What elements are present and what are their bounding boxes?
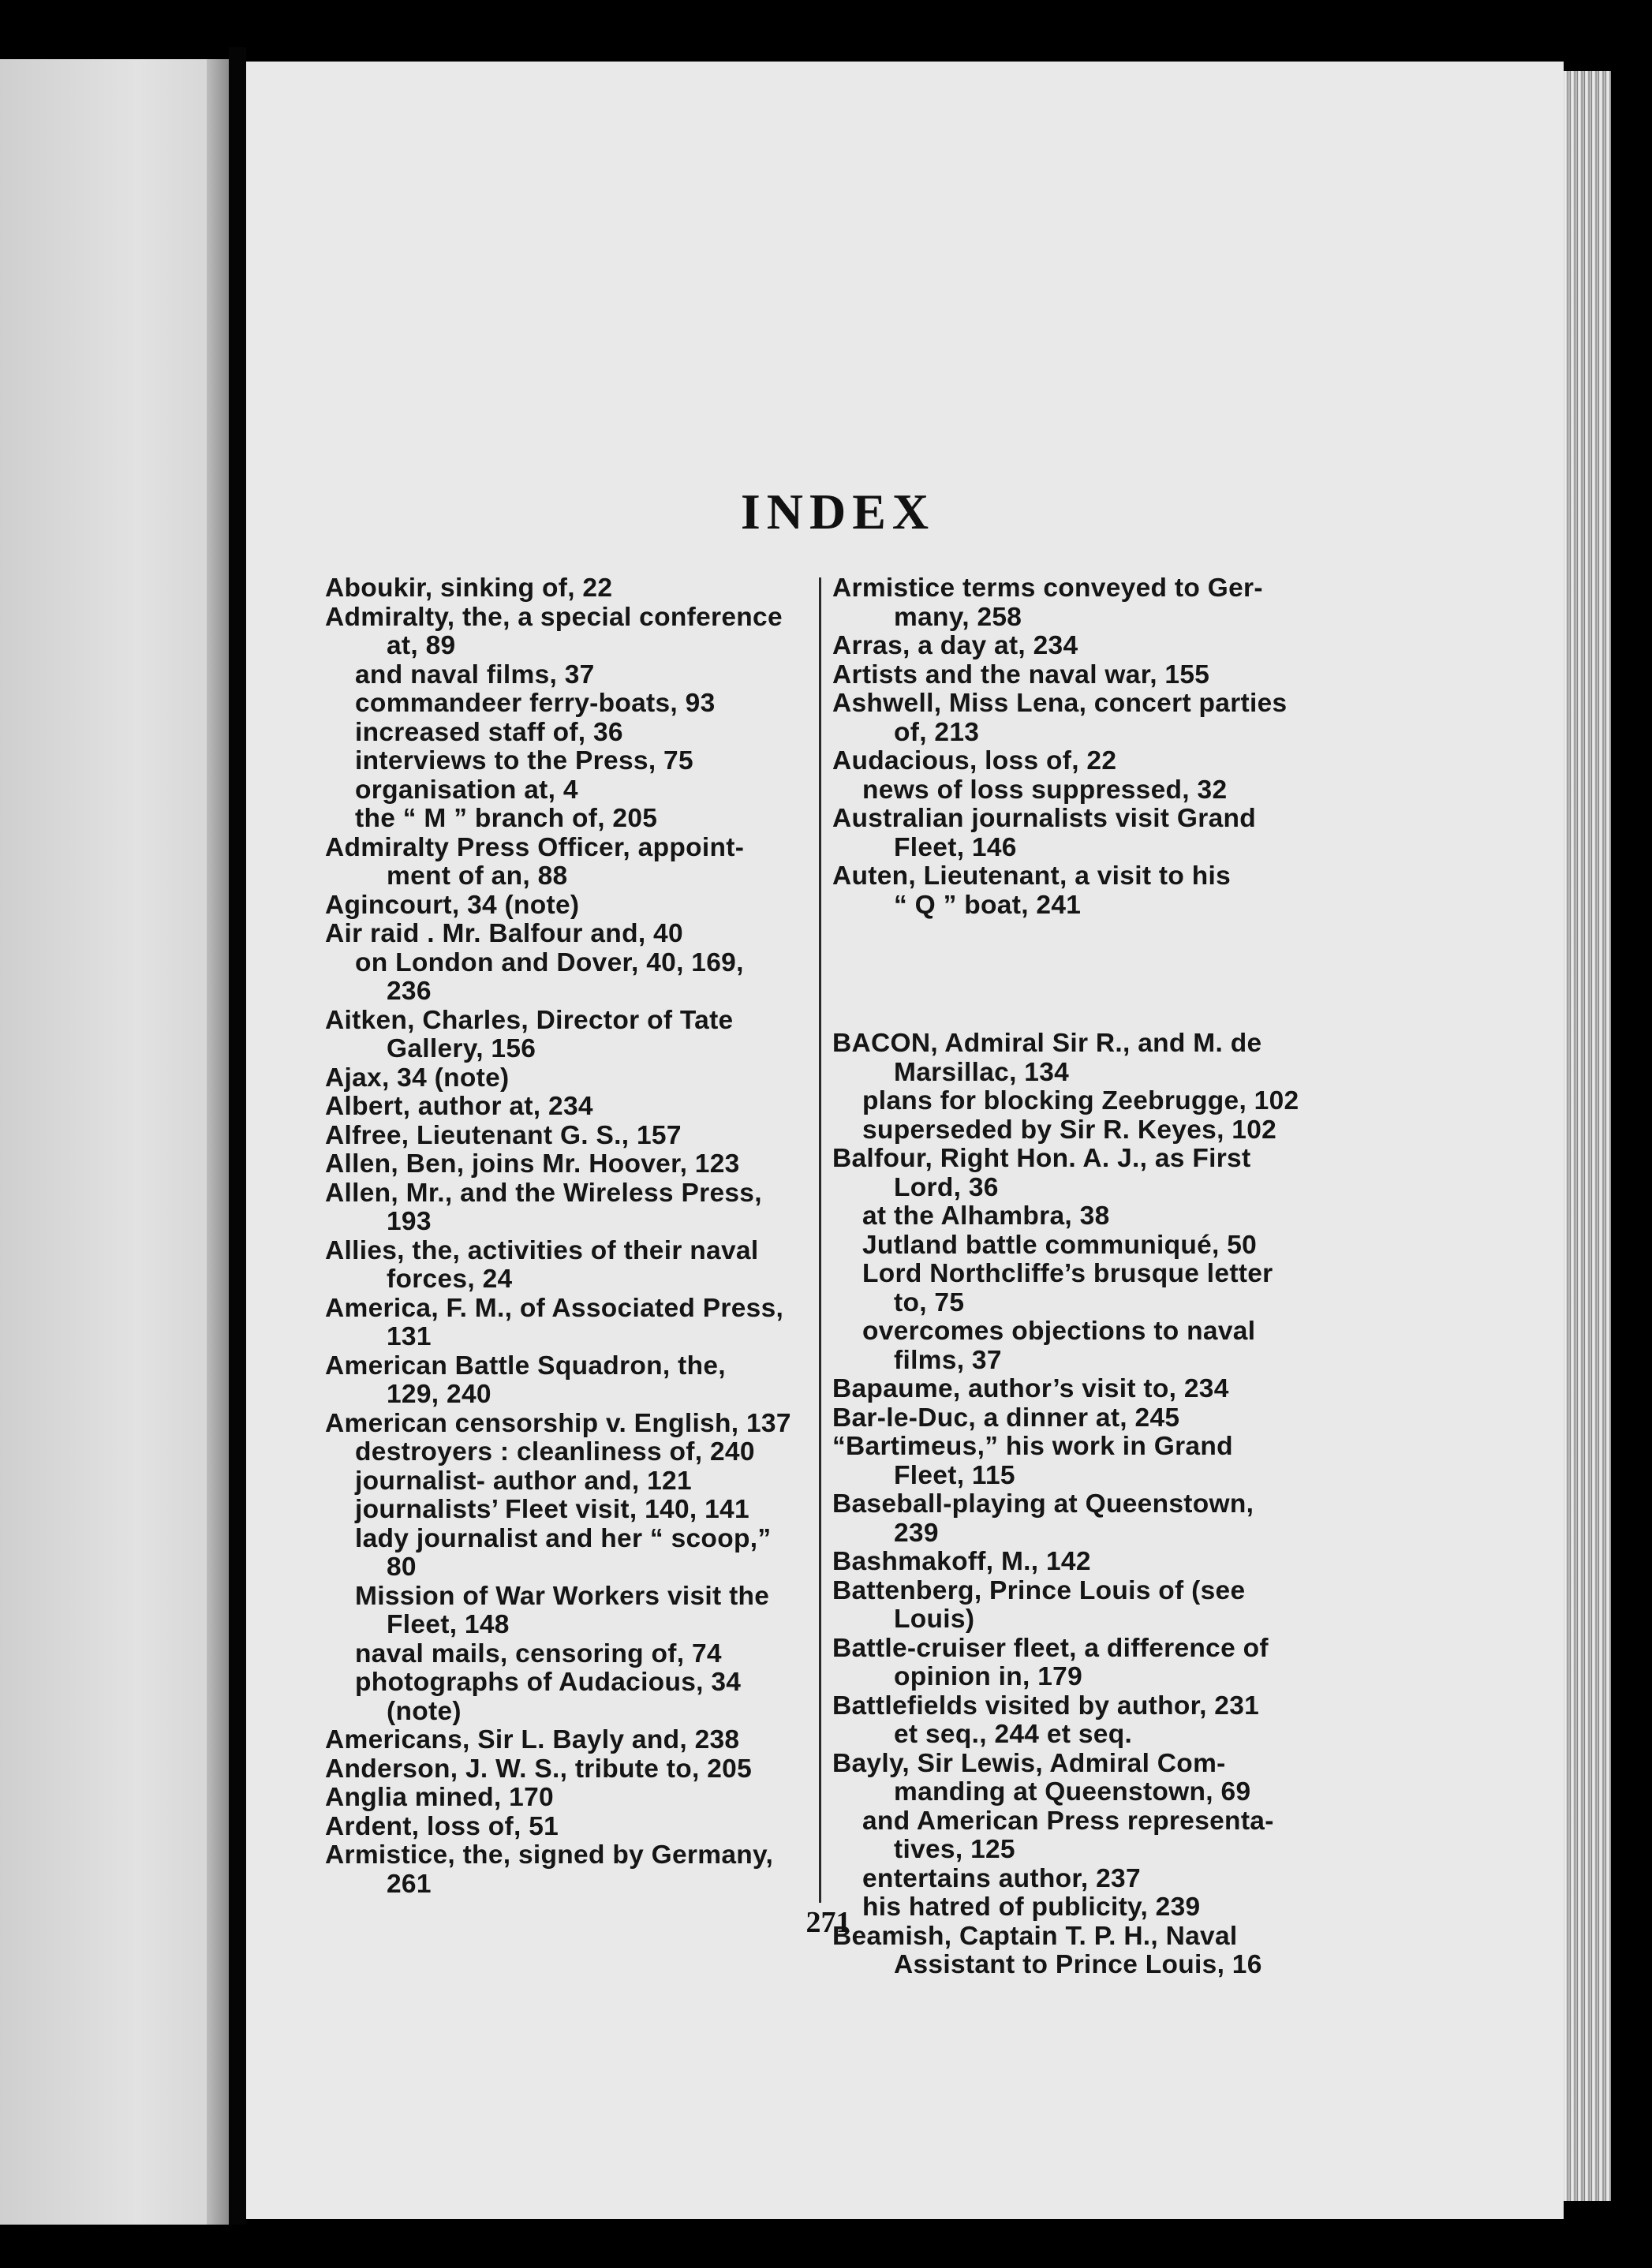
index-entry: Fleet, 146 <box>894 832 1017 862</box>
index-entry: ment of an, 88 <box>387 861 568 891</box>
index-entry: “Bartimeus,” his work in Grand <box>832 1432 1233 1461</box>
index-entry: Fleet, 148 <box>387 1610 510 1639</box>
index-entry: America, F. M., of Associated Press, <box>325 1293 784 1323</box>
index-entry: Agincourt, 34 (note) <box>325 890 580 920</box>
left-page <box>0 59 229 2225</box>
index-entry: tives, 125 <box>894 1835 1015 1864</box>
index-entry: 193 <box>387 1207 432 1236</box>
index-entry: Arras, a day at, 234 <box>832 631 1078 660</box>
index-entry: to, 75 <box>894 1287 965 1317</box>
index-entry: of, 213 <box>894 717 980 747</box>
index-entry: overcomes objections to naval <box>862 1317 1256 1346</box>
index-entry: news of loss suppressed, 32 <box>862 775 1228 805</box>
page-title: INDEX <box>740 484 936 540</box>
index-entry: Bashmakoff, M., 142 <box>832 1547 1091 1576</box>
index-entry: Armistice, the, signed by Germany, <box>325 1840 774 1870</box>
index-entry: his hatred of publicity, 239 <box>862 1892 1201 1922</box>
index-entry: Battenberg, Prince Louis of (see <box>832 1575 1246 1605</box>
index-entry: (note) <box>387 1696 462 1726</box>
column-divider <box>819 577 821 1903</box>
index-entry: at the Alhambra, 38 <box>862 1201 1110 1231</box>
index-entry: 129, 240 <box>387 1380 491 1409</box>
left-page-edge <box>207 59 229 2225</box>
index-entry: Americans, Sir L. Bayly and, 238 <box>325 1725 740 1754</box>
index-entry: Lord, 36 <box>894 1172 999 1202</box>
index-entry: journalist- author and, 121 <box>355 1466 692 1496</box>
index-entry: Bapaume, author’s visit to, 234 <box>832 1374 1229 1403</box>
index-column-right <box>832 574 1314 1980</box>
index-entry: Fleet, 115 <box>894 1460 1015 1490</box>
index-entry: Balfour, Right Hon. A. J., as First <box>832 1144 1251 1173</box>
index-entry: lady journalist and her “ scoop,” <box>355 1523 772 1553</box>
index-entry: Allies, the, activities of their naval <box>325 1235 759 1265</box>
index-column-left <box>325 574 808 1899</box>
index-entry: organisation at, 4 <box>355 775 578 805</box>
index-entry: films, 37 <box>894 1345 1002 1375</box>
index-entry: and American Press representa- <box>862 1806 1274 1836</box>
index-entry: Bar-le-Duc, a dinner at, 245 <box>832 1403 1180 1433</box>
index-entry: Bayly, Sir Lewis, Admiral Com- <box>832 1748 1226 1778</box>
index-entry: Beamish, Captain T. P. H., Naval <box>832 1921 1238 1951</box>
index-entry: Battle-cruiser fleet, a difference of <box>832 1633 1269 1663</box>
index-entry: Albert, author at, 234 <box>325 1092 593 1121</box>
index-entry: Audacious, loss of, 22 <box>832 746 1117 775</box>
page-number: 271 <box>805 1906 851 1939</box>
index-entry: Allen, Mr., and the Wireless Press, <box>325 1178 762 1208</box>
index-entry: photographs of Audacious, 34 <box>355 1668 742 1697</box>
index-entry: plans for blocking Zeebrugge, 102 <box>862 1086 1299 1115</box>
index-entry: Aitken, Charles, Director of Tate <box>325 1005 734 1035</box>
index-entry: Admiralty Press Officer, appoint- <box>325 832 745 862</box>
index-entry: opinion in, 179 <box>894 1662 1083 1691</box>
index-entry: forces, 24 <box>387 1265 513 1294</box>
index-entry: Anglia mined, 170 <box>325 1783 554 1812</box>
index-entry: Auten, Lieutenant, a visit to his <box>832 861 1232 891</box>
index-entry: commandeer ferry-boats, 93 <box>355 689 716 718</box>
index-entry: Mission of War Workers visit the <box>355 1581 770 1611</box>
index-entry: Armistice terms conveyed to Ger- <box>832 574 1263 603</box>
index-entry: naval mails, censoring of, 74 <box>355 1638 722 1668</box>
page-stack-edge <box>1564 71 1611 2201</box>
index-entry: BACON, Admiral Sir R., and M. de <box>832 1029 1262 1058</box>
index-entry: Aboukir, sinking of, 22 <box>325 574 613 603</box>
index-entry: Allen, Ben, joins Mr. Hoover, 123 <box>325 1149 740 1179</box>
index-entry: American Battle Squadron, the, <box>325 1351 726 1381</box>
book-gutter <box>229 47 246 2225</box>
index-entry: “ Q ” boat, 241 <box>894 890 1082 920</box>
index-entry: 239 <box>894 1518 939 1548</box>
index-entry: and naval films, 37 <box>355 659 595 689</box>
index-entry: at, 89 <box>387 631 456 660</box>
index-entry: 236 <box>387 977 432 1006</box>
index-entry: Air raid . Mr. Balfour and, 40 <box>325 919 683 948</box>
index-entry: the “ M ” branch of, 205 <box>355 804 658 833</box>
index-entry: Baseball-playing at Queenstown, <box>832 1489 1254 1519</box>
index-entry: increased staff of, 36 <box>355 717 623 747</box>
index-entry: many, 258 <box>894 602 1022 632</box>
index-entry: journalists’ Fleet visit, 140, 141 <box>355 1495 749 1524</box>
index-entry: Admiralty, the, a special conference <box>325 602 783 632</box>
entry-spacer <box>832 947 1314 1003</box>
index-entry: Australian journalists visit Grand <box>832 804 1257 833</box>
index-entry: Battlefields visited by author, 231 <box>832 1691 1260 1721</box>
index-entry: Jutland battle communiqué, 50 <box>862 1230 1258 1260</box>
index-entry: 131 <box>387 1322 432 1351</box>
index-entry: Lord Northcliffe’s brusque letter <box>862 1259 1273 1288</box>
index-entry: entertains author, 237 <box>862 1863 1141 1893</box>
index-entry: Gallery, 156 <box>387 1034 536 1063</box>
index-entry: Ashwell, Miss Lena, concert parties <box>832 689 1288 718</box>
index-entry: 261 <box>387 1869 432 1899</box>
index-entry: superseded by Sir R. Keyes, 102 <box>862 1115 1277 1145</box>
index-entry: Marsillac, 134 <box>894 1057 1070 1087</box>
index-entry: on London and Dover, 40, 169, <box>355 947 744 977</box>
index-entry: Alfree, Lieutenant G. S., 157 <box>325 1120 682 1150</box>
index-entry: Ajax, 34 (note) <box>325 1063 510 1093</box>
index-entry: destroyers : cleanliness of, 240 <box>355 1437 755 1467</box>
index-entry: 80 <box>387 1552 417 1582</box>
index-entry: Artists and the naval war, 155 <box>832 659 1210 689</box>
index-entry: et seq., 244 et seq. <box>894 1720 1133 1749</box>
index-entry: Louis) <box>894 1605 975 1634</box>
index-entry: Anderson, J. W. S., tribute to, 205 <box>325 1754 753 1784</box>
index-entry: Ardent, loss of, 51 <box>325 1811 559 1841</box>
index-entry: manding at Queenstown, 69 <box>894 1777 1251 1807</box>
index-entry: Assistant to Prince Louis, 16 <box>894 1950 1262 1979</box>
index-entry: American censorship v. English, 137 <box>325 1408 791 1438</box>
index-entry: interviews to the Press, 75 <box>355 746 693 775</box>
